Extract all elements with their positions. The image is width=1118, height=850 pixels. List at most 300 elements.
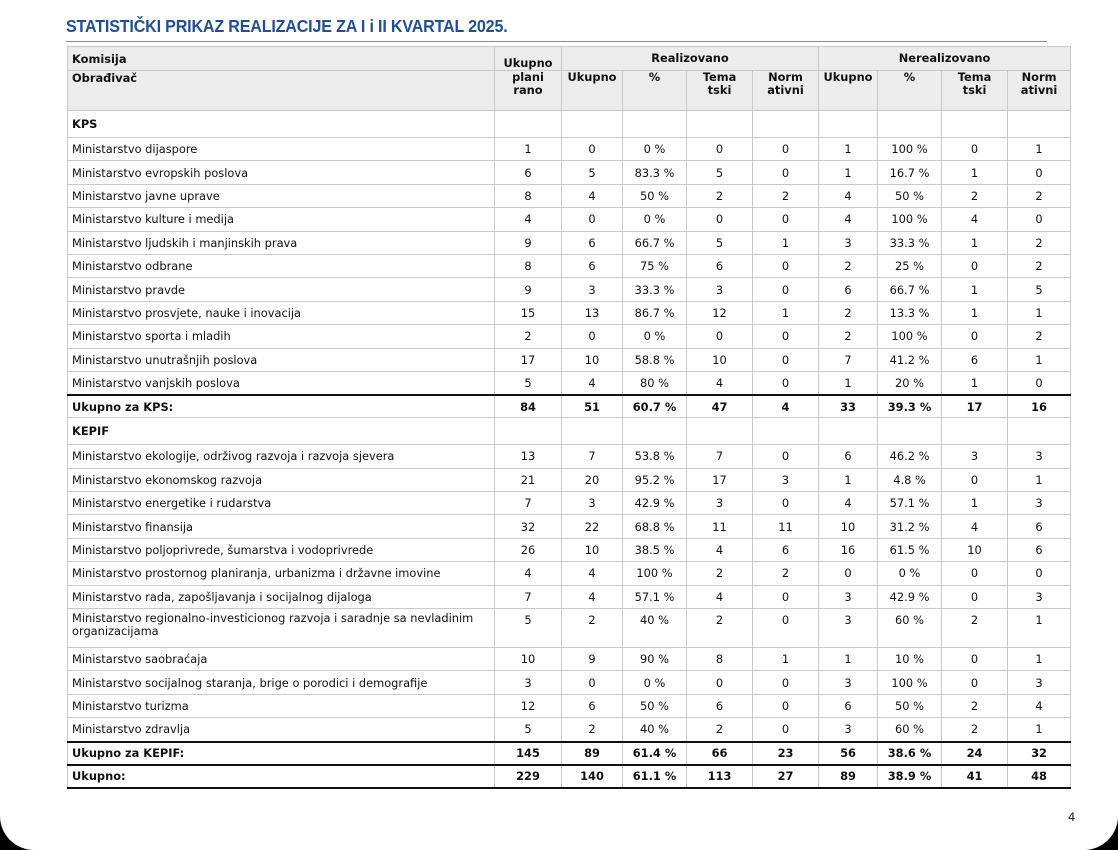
ministry-value: 20 % (878, 371, 942, 395)
ministry-value: 0 (942, 648, 1008, 671)
ministry-value: 17 (687, 468, 753, 491)
ministry-name: Ministarstvo evropskih poslova (68, 161, 495, 184)
grand-total-row (68, 765, 1071, 788)
table-row (68, 161, 1071, 184)
ministry-value: 2 (562, 609, 623, 648)
ministry-value: 58.8 % (623, 348, 687, 371)
ministry-value: 100 % (878, 325, 942, 348)
ministry-value: 13 (562, 301, 623, 324)
header-planirano-line1: plani (512, 70, 544, 84)
section-header-row (68, 418, 1071, 445)
ministry-value: 0 (562, 138, 623, 161)
ministry-value: 0 (1008, 161, 1071, 184)
ministry-value: 1 (753, 301, 819, 324)
header-row-1 (68, 47, 1071, 71)
table-row (68, 348, 1071, 371)
header-real-normativni (753, 71, 819, 111)
table-row (68, 254, 1071, 277)
ministry-value: 26 (495, 538, 562, 561)
ministry-value: 17 (495, 348, 562, 371)
ministry-value: 20 (562, 468, 623, 491)
ministry-value: 5 (687, 231, 753, 254)
ministry-value: 0 (942, 468, 1008, 491)
ministry-value: 4 (1008, 694, 1071, 717)
section-empty-cell (878, 111, 942, 138)
ministry-value: 1 (942, 231, 1008, 254)
ministry-value: 2 (1008, 325, 1071, 348)
ministry-value: 5 (687, 161, 753, 184)
table-row (68, 301, 1071, 324)
ministry-name: Ministarstvo kulture i medija (68, 208, 495, 231)
ministry-value: 7 (819, 348, 878, 371)
ministry-value: 57.1 % (878, 492, 942, 515)
ministry-value: 0 (753, 138, 819, 161)
ministry-value: 3 (562, 278, 623, 301)
page-number: 4 (1068, 810, 1076, 824)
section-total-value: 60.7 % (623, 395, 687, 418)
ministry-value: 2 (819, 325, 878, 348)
ministry-value: 86.7 % (623, 301, 687, 324)
ministry-value: 0 (753, 609, 819, 648)
ministry-value: 2 (753, 562, 819, 585)
table-row (68, 278, 1071, 301)
ministry-value: 6 (687, 694, 753, 717)
ministry-value: 4 (495, 208, 562, 231)
table-row (68, 231, 1071, 254)
ministry-value: 2 (562, 718, 623, 742)
ministry-value: 2 (1008, 231, 1071, 254)
ministry-value: 68.8 % (623, 515, 687, 538)
section-total-row (68, 395, 1071, 418)
ministry-value: 0 % (623, 208, 687, 231)
grand-total-value: 140 (562, 765, 623, 788)
table-row (68, 184, 1071, 207)
header-nereal-normativni (1008, 71, 1071, 111)
header-nereal-tematski-line1: Tema (957, 70, 992, 84)
section-total-value: 4 (753, 395, 819, 418)
header-nereal-percent: % (878, 71, 942, 111)
ministry-value: 1 (942, 278, 1008, 301)
ministry-value: 3 (1008, 492, 1071, 515)
ministry-value: 6 (753, 538, 819, 561)
table-row (68, 648, 1071, 671)
ministry-value: 0 (942, 585, 1008, 608)
ministry-value: 4.8 % (878, 468, 942, 491)
table-row (68, 538, 1071, 561)
ministry-name: Ministarstvo ekonomskog razvoja (68, 468, 495, 491)
ministry-name: Ministarstvo dijaspore (68, 138, 495, 161)
ministry-value: 40 % (623, 609, 687, 648)
ministry-value: 3 (495, 671, 562, 694)
ministry-value: 6 (942, 348, 1008, 371)
ministry-value: 7 (495, 492, 562, 515)
ministry-value: 40 % (623, 718, 687, 742)
ministry-value: 4 (562, 562, 623, 585)
ministry-name: Ministarstvo socijalnog staranja, brige o porodici i demografije (68, 671, 495, 694)
section-empty-cell (753, 111, 819, 138)
ministry-name: Ministarstvo pravde (68, 278, 495, 301)
ministry-value: 41.2 % (878, 348, 942, 371)
ministry-value: 1 (753, 648, 819, 671)
header-real-tematski-line1: Tema (702, 70, 737, 84)
ministry-value: 2 (687, 562, 753, 585)
section-total-value: 84 (495, 395, 562, 418)
ministry-value: 5 (1008, 278, 1071, 301)
section-empty-cell (562, 111, 623, 138)
report-title: STATISTIČKI PRIKAZ REALIZACIJE ZA I i II KVARTAL 2025. (66, 16, 508, 36)
ministry-value: 13 (495, 445, 562, 468)
table-row (68, 562, 1071, 585)
section-total-value: 56 (819, 742, 878, 765)
section-total-value: 47 (687, 395, 753, 418)
section-empty-cell (623, 418, 687, 445)
ministry-name: Ministarstvo saobraćaja (68, 648, 495, 671)
ministry-value: 0 (753, 585, 819, 608)
table-row (68, 208, 1071, 231)
ministry-name: Ministarstvo unutrašnjih poslova (68, 348, 495, 371)
ministry-value: 1 (1008, 348, 1071, 371)
ministry-value: 2 (1008, 254, 1071, 277)
ministry-value: 83.3 % (623, 161, 687, 184)
ministry-name: Ministarstvo poljoprivrede, šumarstva i vodoprivrede (68, 538, 495, 561)
grand-total-value: 48 (1008, 765, 1071, 788)
ministry-value: 0 (753, 492, 819, 515)
ministry-value: 3 (819, 585, 878, 608)
section-total-value: 23 (753, 742, 819, 765)
table-row (68, 515, 1071, 538)
ministry-value: 4 (562, 585, 623, 608)
ministry-value: 75 % (623, 254, 687, 277)
ministry-name: Ministarstvo vanjskih poslova (68, 371, 495, 395)
ministry-value: 3 (1008, 585, 1071, 608)
ministry-value: 100 % (878, 138, 942, 161)
ministry-value: 3 (687, 492, 753, 515)
header-real-normativni-line2: ativni (767, 83, 804, 97)
ministry-value: 100 % (878, 671, 942, 694)
ministry-value: 1 (1008, 468, 1071, 491)
section-total-value: 24 (942, 742, 1008, 765)
ministry-value: 2 (819, 301, 878, 324)
ministry-value: 11 (753, 515, 819, 538)
ministry-value: 50 % (623, 184, 687, 207)
ministry-value: 22 (562, 515, 623, 538)
header-real-tematski-line2: tski (707, 83, 732, 97)
ministry-value: 32 (495, 515, 562, 538)
statistics-table (67, 46, 1071, 789)
header-realizovano: Realizovano (562, 47, 819, 71)
ministry-value: 6 (819, 278, 878, 301)
table-body (68, 111, 1071, 788)
ministry-value: 4 (495, 562, 562, 585)
ministry-value: 0 (562, 208, 623, 231)
ministry-value: 53.8 % (623, 445, 687, 468)
section-total-value: 66 (687, 742, 753, 765)
ministry-value: 9 (495, 278, 562, 301)
section-total-value: 51 (562, 395, 623, 418)
ministry-value: 5 (495, 609, 562, 648)
section-empty-cell (819, 418, 878, 445)
ministry-value: 6 (562, 254, 623, 277)
ministry-value: 7 (562, 445, 623, 468)
section-total-value: 33 (819, 395, 878, 418)
header-nereal-tematski (942, 71, 1008, 111)
section-total-value: 89 (562, 742, 623, 765)
ministry-value: 33.3 % (623, 278, 687, 301)
ministry-value: 0 (942, 138, 1008, 161)
header-nerealizovano: Nerealizovano (819, 47, 1071, 71)
ministry-value: 0 (562, 671, 623, 694)
ministry-value: 1 (495, 138, 562, 161)
ministry-value: 1 (819, 648, 878, 671)
ministry-value: 1 (1008, 138, 1071, 161)
ministry-value: 4 (562, 371, 623, 395)
ministry-name: Ministarstvo prosvjete, nauke i inovacija (68, 301, 495, 324)
ministry-value: 0 (753, 161, 819, 184)
grand-total-value: 38.9 % (878, 765, 942, 788)
ministry-value: 6 (1008, 515, 1071, 538)
ministry-value: 60 % (878, 718, 942, 742)
ministry-value: 0 (753, 348, 819, 371)
section-title: KEPIF (68, 418, 495, 445)
section-header-row (68, 111, 1071, 138)
section-title: KPS (68, 111, 495, 138)
ministry-value: 9 (495, 231, 562, 254)
section-empty-cell (623, 111, 687, 138)
ministry-value: 0 (562, 325, 623, 348)
ministry-value: 5 (495, 371, 562, 395)
ministry-value: 66.7 % (623, 231, 687, 254)
ministry-value: 0 (753, 718, 819, 742)
ministry-value: 42.9 % (623, 492, 687, 515)
header-komisija: Komisija (68, 47, 495, 71)
ministry-value: 6 (687, 254, 753, 277)
section-empty-cell (1008, 418, 1071, 445)
ministry-value: 0 % (623, 138, 687, 161)
ministry-value: 2 (819, 254, 878, 277)
ministry-value: 4 (942, 515, 1008, 538)
ministry-value: 95.2 % (623, 468, 687, 491)
ministry-value: 10 (819, 515, 878, 538)
header-row-2 (68, 71, 1071, 111)
ministry-value: 12 (687, 301, 753, 324)
ministry-name: Ministarstvo ljudskih i manjinskih prava (68, 231, 495, 254)
table-row (68, 694, 1071, 717)
ministry-value: 2 (942, 694, 1008, 717)
ministry-value: 0 (753, 671, 819, 694)
ministry-value: 4 (819, 492, 878, 515)
section-total-value: 61.4 % (623, 742, 687, 765)
section-empty-cell (687, 111, 753, 138)
ministry-value: 60 % (878, 609, 942, 648)
ministry-value: 38.5 % (623, 538, 687, 561)
ministry-value: 61.5 % (878, 538, 942, 561)
header-real-percent: % (623, 71, 687, 111)
ministry-name: Ministarstvo prostornog planiranja, urbanizma i državne imovine (68, 562, 495, 585)
ministry-value: 2 (1008, 184, 1071, 207)
ministry-value: 0 (753, 694, 819, 717)
ministry-value: 0 (687, 138, 753, 161)
ministry-value: 80 % (623, 371, 687, 395)
ministry-value: 16.7 % (878, 161, 942, 184)
section-empty-cell (1008, 111, 1071, 138)
ministry-value: 1 (942, 371, 1008, 395)
ministry-value: 2 (753, 184, 819, 207)
ministry-value: 0 (942, 671, 1008, 694)
ministry-value: 9 (562, 648, 623, 671)
section-total-value: 39.3 % (878, 395, 942, 418)
ministry-value: 0 (753, 254, 819, 277)
section-empty-cell (753, 418, 819, 445)
grand-total-value: 89 (819, 765, 878, 788)
ministry-value: 3 (942, 445, 1008, 468)
section-total-name: Ukupno za KEPIF: (68, 742, 495, 765)
ministry-value: 15 (495, 301, 562, 324)
header-real-normativni-line1: Norm (768, 70, 803, 84)
ministry-value: 10 % (878, 648, 942, 671)
ministry-name: Ministarstvo sporta i mladih (68, 325, 495, 348)
header-planirano (495, 71, 562, 111)
section-empty-cell (687, 418, 753, 445)
ministry-value: 5 (495, 718, 562, 742)
ministry-value: 3 (753, 468, 819, 491)
ministry-value: 0 (1008, 371, 1071, 395)
ministry-value: 3 (1008, 445, 1071, 468)
ministry-value: 2 (687, 718, 753, 742)
section-empty-cell (942, 418, 1008, 445)
header-nereal-ukupno: Ukupno (819, 71, 878, 111)
title-divider (66, 41, 1047, 42)
table-row (68, 492, 1071, 515)
header-nereal-normativni-line1: Norm (1021, 70, 1057, 84)
section-total-value: 32 (1008, 742, 1071, 765)
section-empty-cell (562, 418, 623, 445)
ministry-value: 2 (942, 718, 1008, 742)
header-real-ukupno: Ukupno (562, 71, 623, 111)
ministry-value: 11 (687, 515, 753, 538)
ministry-value: 1 (819, 371, 878, 395)
ministry-value: 25 % (878, 254, 942, 277)
header-ukupno-planirano-top: Ukupno (495, 47, 562, 71)
ministry-value: 100 % (878, 208, 942, 231)
ministry-value: 0 (687, 325, 753, 348)
ministry-value: 7 (495, 585, 562, 608)
ministry-value: 0 % (878, 562, 942, 585)
table-row (68, 445, 1071, 468)
ministry-value: 1 (753, 231, 819, 254)
ministry-value: 0 (1008, 208, 1071, 231)
ministry-name: Ministarstvo energetike i rudarstva (68, 492, 495, 515)
section-empty-cell (942, 111, 1008, 138)
ministry-value: 0 % (623, 671, 687, 694)
ministry-value: 57.1 % (623, 585, 687, 608)
table-row (68, 718, 1071, 742)
ministry-value: 0 (753, 371, 819, 395)
ministry-name: Ministarstvo turizma (68, 694, 495, 717)
ministry-name: Ministarstvo finansija (68, 515, 495, 538)
ministry-value: 0 (687, 208, 753, 231)
ministry-value: 50 % (878, 184, 942, 207)
section-empty-cell (495, 111, 562, 138)
ministry-name: Ministarstvo javne uprave (68, 184, 495, 207)
ministry-value: 5 (562, 161, 623, 184)
ministry-name: Ministarstvo ekologije, održivog razvoja i razvoja sjevera (68, 445, 495, 468)
ministry-value: 0 (753, 208, 819, 231)
section-empty-cell (495, 418, 562, 445)
ministry-value: 2 (495, 325, 562, 348)
ministry-value: 2 (942, 609, 1008, 648)
table-row (68, 609, 1071, 648)
ministry-value: 100 % (623, 562, 687, 585)
ministry-value: 0 (942, 562, 1008, 585)
ministry-value: 6 (562, 231, 623, 254)
ministry-value: 3 (819, 671, 878, 694)
ministry-value: 1 (942, 492, 1008, 515)
table-row (68, 371, 1071, 395)
ministry-value: 10 (562, 348, 623, 371)
grand-total-value: 113 (687, 765, 753, 788)
ministry-value: 1 (1008, 718, 1071, 742)
ministry-value: 4 (687, 538, 753, 561)
grand-total-value: 27 (753, 765, 819, 788)
header-nereal-normativni-line2: ativni (1020, 83, 1058, 97)
table-row (68, 585, 1071, 608)
ministry-value: 12 (495, 694, 562, 717)
ministry-value: 10 (687, 348, 753, 371)
ministry-value: 2 (687, 609, 753, 648)
ministry-value: 3 (819, 231, 878, 254)
table-row (68, 325, 1071, 348)
ministry-value: 1 (819, 138, 878, 161)
grand-total-value: 41 (942, 765, 1008, 788)
ministry-value: 0 (819, 562, 878, 585)
ministry-value: 6 (1008, 538, 1071, 561)
ministry-value: 10 (942, 538, 1008, 561)
grand-total-name: Ukupno: (68, 765, 495, 788)
grand-total-value: 229 (495, 765, 562, 788)
ministry-value: 1 (1008, 648, 1071, 671)
ministry-value: 1 (819, 161, 878, 184)
ministry-value: 1 (819, 468, 878, 491)
grand-total-value: 61.1 % (623, 765, 687, 788)
ministry-value: 0 (753, 325, 819, 348)
ministry-value: 1 (1008, 301, 1071, 324)
ministry-value: 4 (562, 184, 623, 207)
ministry-value: 0 (687, 671, 753, 694)
ministry-value: 3 (562, 492, 623, 515)
header-real-tematski (687, 71, 753, 111)
ministry-value: 50 % (878, 694, 942, 717)
ministry-value: 4 (942, 208, 1008, 231)
ministry-name: Ministarstvo odbrane (68, 254, 495, 277)
header-obradjivac: Obrađivač (68, 71, 495, 111)
ministry-value: 2 (687, 184, 753, 207)
ministry-value: 6 (562, 694, 623, 717)
ministry-value: 4 (687, 371, 753, 395)
section-empty-cell (819, 111, 878, 138)
table-row (68, 138, 1071, 161)
ministry-value: 4 (687, 585, 753, 608)
section-total-value: 145 (495, 742, 562, 765)
ministry-value: 1 (942, 161, 1008, 184)
section-total-value: 17 (942, 395, 1008, 418)
ministry-value: 8 (495, 254, 562, 277)
header-planirano-line2: rano (513, 83, 543, 97)
ministry-value: 21 (495, 468, 562, 491)
ministry-value: 1 (942, 301, 1008, 324)
header-nereal-tematski-line2: tski (962, 83, 987, 97)
ministry-value: 8 (495, 184, 562, 207)
ministry-value: 0 (753, 278, 819, 301)
